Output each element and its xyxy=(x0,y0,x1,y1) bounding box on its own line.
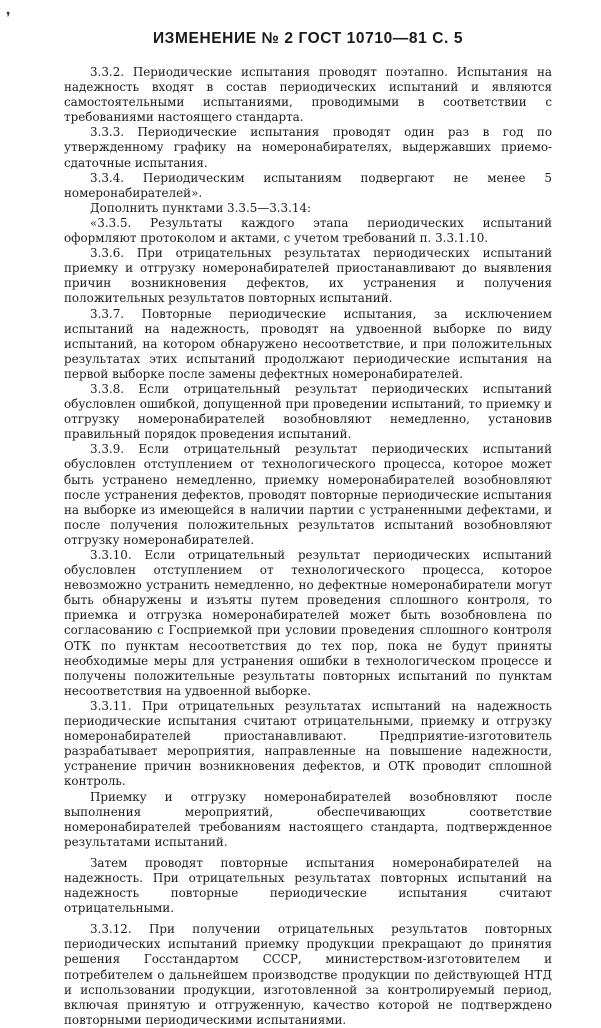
paragraph-3-3-6: 3.3.6. При отрицательных результатах периодических испытаний приемку и отгрузку номеронабирателей приостанавливают до выявления причин возникновения дефектов, их устранения и получения положительных результатов повторных испытаний. xyxy=(64,246,552,306)
paragraph-resume-acceptance: Приемку и отгрузку номеронабирателей возобновляют после выполнения мероприятий, обеспечивающих соответствие номеронабирателей требованиям настоящего стандарта, подтвержденное результатами испытаний. xyxy=(64,789,552,849)
paragraph-3-3-3: 3.3.3. Периодические испытания проводят один раз в год по утвержденному графику на номеронабирателях, выдержавших приемо-сдаточные испытания. xyxy=(64,125,552,170)
paragraph-3-3-11: 3.3.11. При отрицательных результатах испытаний на надежность периодические испытания считают отрицательными, приемку и отгрузку номеронабирателей приостанавливают. Предприятие-изготовитель разрабатывает мероприятия, направленные на повышение надежности, устранение причин возникновения дефектов, и ОТК проводит сплошной контроль. xyxy=(64,698,552,789)
margin-mark: ❜ xyxy=(6,10,11,26)
paragraph-3-3-10: 3.3.10. Если отрицательный результат периодических испытаний обусловлен отступлением от технологического процесса, которое невозможно устранить немедленно, но дефектные номеронабиратели могут быть обнаружены и изъяты путем проведения сплошного контроля, то приемка и отгрузка номеронабирателей может быть возобновлена по согласованию с Госприемкой при условии проведения сплошного контроля ОТК по пунктам несоответствия до тех пор, пока не будут приняты необходимые меры для устранения ошибки в технологическом процессе и получены положительные результаты повторных испытаний по пунктам несоответствия на удвоенной выборке. xyxy=(64,548,552,698)
paragraph-3-3-9: 3.3.9. Если отрицательный результат периодических испытаний обусловлен отступлением от технологического процесса, которое может быть устранено немедленно, приемку номеронабирателей возобновляют после устранения дефектов, проводят повторные периодические испытания на выборке из имеющейся в наличии партии с устраненными дефектами, и после получения положительных результатов испытаний возобновляют отгрузку номеронабирателей. xyxy=(64,442,552,547)
paragraph-3-3-4: 3.3.4. Периодическим испытаниям подвергают не менее 5 номеронабирателей». xyxy=(64,170,552,200)
paragraph-supplement-intro: Дополнить пунктами 3.3.5—3.3.14: xyxy=(90,200,312,215)
document-page xyxy=(64,30,552,1028)
paragraph-3-3-7: 3.3.7. Повторные периодические испытания, за исключением испытаний на надежность, проводят на удвоенной выборке по виду испытаний, на котором обнаружено несоответствие, и при положительных результатах этих испытаний продолжают периодические испытания на первой выборке после замены дефектных номеронабирателей. xyxy=(64,306,552,381)
paragraph-3-3-5: «3.3.5. Результаты каждого этапа периодических испытаний оформляют протоколом и актами, с учетом требований п. 3.3.1.10. xyxy=(64,215,552,246)
paragraph-3-3-12: 3.3.12. При получении отрицательных результатов повторных периодических испытаний приемку продукции прекращают до принятия решения Госстандартом СССР, министерством-изготовителем и потребителем о дальнейшем производстве продукции по действующей НТД и использовании продукции, изготовленной за контролируемый период, включая принятую и отгруженную, качество которой не подтверждено повторными периодическими испытаниями. xyxy=(64,922,552,1027)
paragraph-3-3-2: 3.3.2. Периодические испытания проводят поэтапно. Испытания на надежность входят в состав периодических испытаний и являются самостоятельными испытаниями, проводимыми в соответствии с требованиями настоящего стандарта. xyxy=(64,65,552,125)
paragraph-3-3-8: 3.3.8. Если отрицательный результат периодических испытаний обусловлен ошибкой, допущенной при проведении испытаний, то приемку и отгрузку номеронабирателей возобновляют немедленно, установив правильный порядок проведения испытаний. xyxy=(64,381,552,442)
paragraph-repeat-reliability-tests: Затем проводят повторные испытания номеронабирателей на надежность. При отрицательных результатах повторных испытаний на надежность повторные периодические испытания считают отрицательными. xyxy=(64,855,552,916)
page-header: ИЗМЕНЕНИЕ № 2 ГОСТ 10710—81 С. 5 xyxy=(152,30,464,47)
